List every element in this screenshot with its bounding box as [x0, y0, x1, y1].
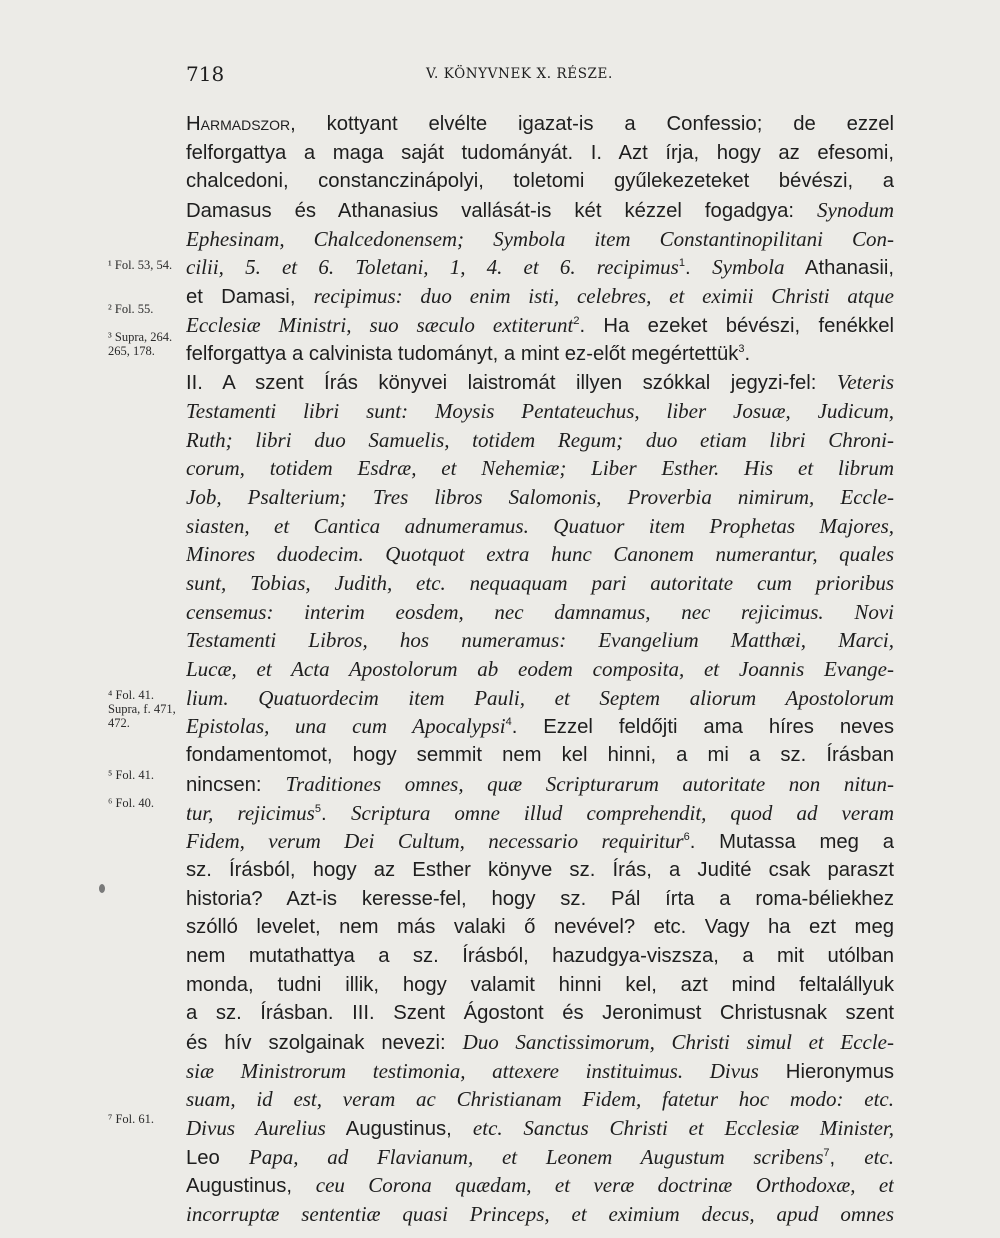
- text-run: Divus Aurelius: [186, 1116, 326, 1141]
- text-run: tur, rejicimus: [186, 800, 315, 825]
- text-run: Symbola: [712, 255, 785, 280]
- text-line: [186, 1200, 894, 1229]
- footnote-ref: 2: [573, 315, 580, 328]
- text-run: Ephesinam, Chalcedonensem; Symbola item Constantinopilitani Con-: [186, 226, 894, 251]
- text-line: [186, 454, 894, 483]
- text-run: chalcedoni, constanczinápolyi, toletomi gyűlekezeteket bévészi, a: [186, 170, 894, 193]
- text-run: sunt, Tobias, Judith, etc. nequaquam pari autoritate cum prioribus: [186, 571, 894, 595]
- text-line: [186, 1057, 894, 1086]
- text-line: [186, 799, 894, 828]
- text-run: corum, totidem Esdræ, et Nehemiæ; Liber Esther. His et librum: [186, 456, 894, 481]
- text-line: [186, 110, 894, 139]
- text-run: Synodum: [817, 198, 894, 223]
- text-run: Traditiones omnes, quæ Scripturarum autoritate non nitun-: [285, 771, 894, 796]
- text-run: .: [320, 802, 352, 825]
- text-run: Leo: [186, 1146, 249, 1169]
- footnote-ref: 5: [314, 802, 321, 815]
- text-line: [186, 196, 894, 225]
- text-run: Ruth; libri duo Samuelis, totidem Regum; duo etiam libri Chroni-: [186, 427, 894, 452]
- text-line: [186, 397, 894, 426]
- text-line: [186, 626, 894, 655]
- text-line: [186, 1085, 894, 1114]
- margin-note: ³ Supra, 264. 265, 178.: [108, 330, 173, 358]
- text-run: censemus: interim eosdem, nec damnamus, nec rejicimus. Novi: [186, 599, 894, 624]
- body-text: [186, 110, 894, 1229]
- text-run: ceu Corona quædam, et veræ doctrinæ Orthodoxæ, et: [315, 1173, 894, 1198]
- text-line: [186, 1114, 894, 1143]
- text-line: [186, 999, 894, 1028]
- text-line: [186, 253, 894, 282]
- margin-note: ⁵ Fol. 41.: [108, 768, 155, 782]
- text-run: nem mutathattya a sz. Írásból, hazudgya-viszsza, a mit utólban: [186, 944, 894, 967]
- text-run: recipimus: duo enim isti, celebres, et eximii Christi atque: [313, 284, 894, 309]
- margin-note: ⁷ Fol. 61.: [108, 1112, 155, 1126]
- text-run: nincsen:: [186, 773, 286, 796]
- text-run: etc.: [864, 1144, 894, 1169]
- text-run: incorruptæ sententiæ quasi Princeps, et eximium decus, apud omnes: [186, 1202, 894, 1227]
- margin-note: ² Fol. 55.: [108, 302, 154, 316]
- text-run: szólló levelet, nem más valaki ő nevével? etc. Vagy ha ezt meg: [186, 916, 894, 939]
- footnote-ref: 6: [683, 831, 690, 844]
- text-line: [186, 885, 894, 914]
- text-run: . Mutassa meg a: [689, 831, 894, 854]
- margin-note: ⁴ Fol. 41. Supra, f. 471, 472.: [108, 688, 176, 730]
- text-run: Epistolas, una cum Apocalypsi: [186, 714, 506, 739]
- text-run: Duo Sanctissimorum, Christi simul et Eccle-: [462, 1030, 894, 1054]
- text-line: [186, 741, 894, 770]
- text-run: Athanasii,: [784, 257, 894, 280]
- text-run: Papa, ad Flavianum, et Leonem Augustum scribens: [248, 1144, 824, 1169]
- text-line: [186, 712, 894, 741]
- text-run: siasten, et Cantica adnumeramus. Quatuor item Prophetas Majores,: [186, 513, 894, 538]
- text-line: [186, 971, 894, 1000]
- text-run: Minores duodecim. Quotquot extra hunc Canonem numerantur, quales: [186, 542, 894, 567]
- text-run: Fidem, verum Dei Cultum, necessario requiritur: [186, 829, 684, 854]
- text-run: Ecclesiæ Ministri, suo sæculo extiterunt: [186, 312, 574, 337]
- text-run: Hieronymus: [758, 1060, 894, 1083]
- text-line: [186, 167, 894, 196]
- footnote-ref: 3: [738, 342, 745, 355]
- text-line: [186, 139, 894, 168]
- text-line: [186, 540, 894, 569]
- text-run: Testamenti Libros, hos numeramus: Evangelium Matthæi, Marci,: [186, 628, 894, 653]
- footnote-ref: 7: [823, 1146, 830, 1159]
- text-line: [186, 512, 894, 541]
- text-line: [186, 684, 894, 713]
- running-head: V. KÖNYVNEK X. RÉSZE.: [426, 66, 613, 82]
- text-run: .: [744, 342, 751, 365]
- text-line: [186, 368, 894, 397]
- text-run: Damasus és Athanasius vallását-is két kézzel fogadgya:: [186, 200, 817, 223]
- footnote-ref: 4: [505, 716, 512, 729]
- text-line: [186, 1171, 894, 1200]
- text-line: [186, 225, 894, 254]
- text-run: lium. Quatuordecim item Pauli, et Septem aliorum Apostolorum: [186, 685, 894, 710]
- text-line: [186, 426, 894, 455]
- text-line: [186, 483, 894, 512]
- margin-note: ¹ Fol. 53, 54.: [108, 258, 173, 272]
- text-run: suam, id est, veram ac Christianam Fidem, fatetur hoc modo: etc.: [186, 1087, 894, 1112]
- text-line: [186, 770, 894, 799]
- text-run: kottyant elvélte igazat-is a Confessio; de ezzel: [295, 113, 894, 135]
- text-line: [186, 913, 894, 942]
- print-speck: [99, 884, 105, 893]
- text-run: cilii, 5. et 6. Toletani, 1, 4. et 6. recipimus: [186, 255, 679, 280]
- text-run: felforgattya a maga saját tudományát. I. Azt írja, hogy az efesomi,: [186, 141, 894, 164]
- text-run: etc. Sanctus Christi et Ecclesiæ Minister,: [472, 1116, 894, 1141]
- text-run: a sz. Írásban. III. Szent Ágostont és Jeronimust Christusnak szent: [186, 1002, 894, 1025]
- margin-note: ⁶ Fol. 40.: [108, 796, 155, 810]
- text-line: [186, 282, 894, 311]
- text-run: II. A szent Írás könyvei laistromát illyen szókkal jegyzi-fel:: [186, 372, 837, 395]
- text-run: Scriptura omne illud comprehendit, quod ad veram: [351, 800, 894, 825]
- text-run: fondamentomot, hogy semmit nem kel hinni, a mi a sz. Írásban: [186, 744, 894, 767]
- page-number: 718: [186, 62, 225, 86]
- footnote-ref: 1: [678, 257, 685, 270]
- text-run: . Ezzel feldőjti ama híres neves: [511, 716, 894, 739]
- text-run: sz. Írásból, hogy az Esther könyve sz. Írás, a Judité csak paraszt: [186, 858, 894, 881]
- text-run: Testamenti libri sunt: Moysis Pentateuchus, liber Josuæ, Judicum,: [186, 398, 894, 423]
- text-line: [186, 569, 894, 598]
- text-run: Veteris: [836, 370, 894, 395]
- text-run: . Ha ezeket bévészi, fenékkel: [579, 314, 894, 337]
- text-run: Augustinus,: [325, 1118, 473, 1141]
- text-run: monda, tudni illik, hogy valamit hinni kel, azt mind feltalállyuk: [186, 973, 894, 996]
- text-run: et Damasi,: [186, 286, 314, 309]
- text-run: Job, Psalterium; Tres libros Salomonis, Proverbia nimirum, Eccle-: [186, 484, 894, 509]
- text-line: [186, 827, 894, 856]
- text-line: [186, 655, 894, 684]
- text-run: felforgattya a calvinista tudományt, a mint ez-előt megértettük: [186, 342, 739, 365]
- text-line: [186, 598, 894, 627]
- text-run: .: [684, 257, 713, 280]
- text-run: ,: [829, 1146, 865, 1169]
- text-line: [186, 1028, 894, 1057]
- page-header: [186, 62, 886, 92]
- text-run: és hív szolgainak nevezi:: [186, 1032, 463, 1054]
- text-run: Augustinus,: [186, 1175, 316, 1198]
- text-run: siæ Ministrorum testimonia, attexere instituimus. Divus: [186, 1058, 759, 1083]
- text-line: [186, 311, 894, 340]
- text-run: historia? Azt-is keresse-fel, hogy sz. Pál írta a roma-béliekhez: [186, 887, 894, 910]
- text-line: [186, 942, 894, 971]
- text-run: Harmadszor,: [186, 113, 296, 135]
- text-line: [186, 1143, 894, 1172]
- text-run: Lucæ, et Acta Apostolorum ab eodem composita, et Joannis Evange-: [186, 657, 894, 682]
- text-line: [186, 856, 894, 885]
- text-line: [186, 340, 894, 369]
